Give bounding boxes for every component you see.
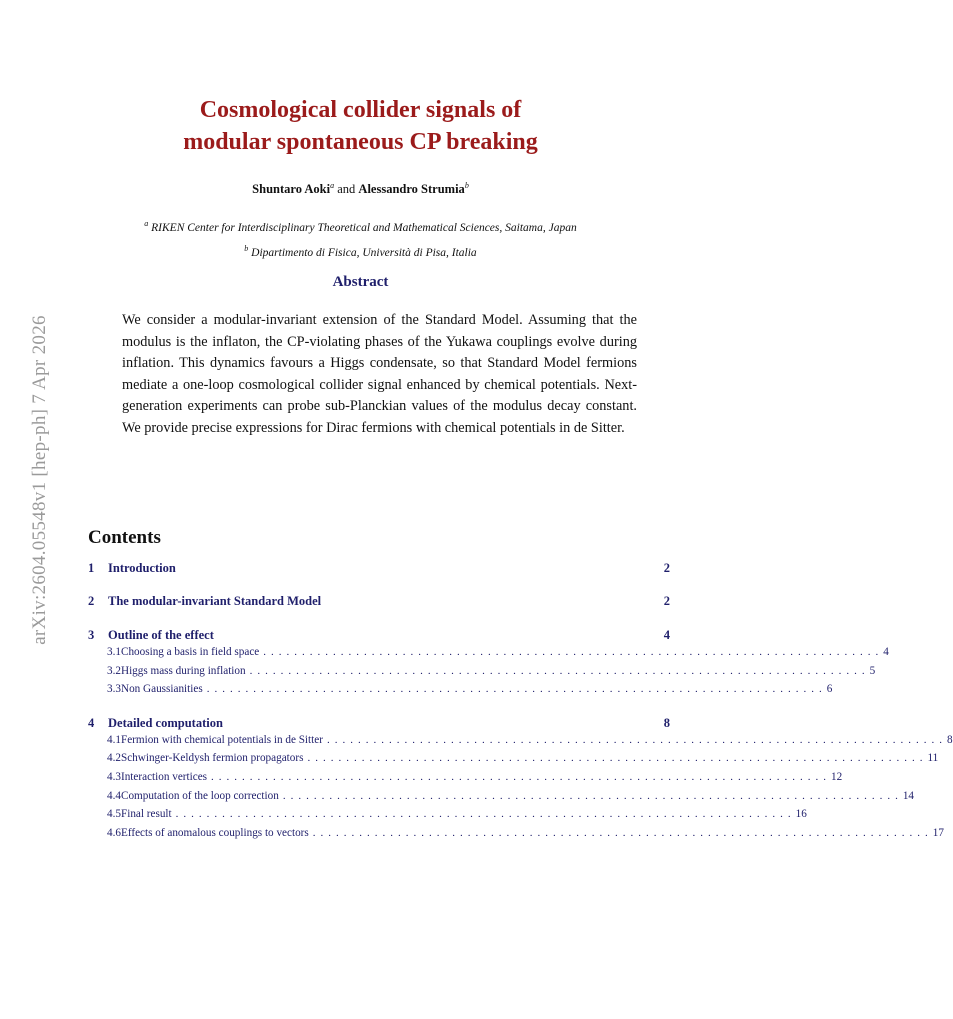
toc-dot-leader: ................................................................................ [211, 770, 832, 783]
paper-title [0, 94, 721, 158]
toc-section-3[interactable] [88, 627, 670, 643]
author-conjunction: and [337, 182, 356, 197]
toc-section-page: 2 [663, 561, 670, 575]
toc-dot-leader: ................................................................................ [307, 752, 928, 765]
toc-subsection-4-6[interactable] [88, 824, 944, 843]
toc-subsection-4-2[interactable] [88, 749, 939, 768]
toc-subsection-title: Choosing a basis in field space [120, 646, 260, 658]
toc-subsection-4-1[interactable] [88, 731, 953, 750]
toc-subsection-page: 5 [869, 664, 876, 677]
toc-dot-leader: ................................................................................ [206, 683, 827, 696]
toc-section-number: 3 [88, 628, 95, 642]
affiliation-b-mark: b [244, 244, 249, 253]
author-1: Shuntaro Aoki [252, 182, 331, 197]
toc-subsection-3-1[interactable] [88, 643, 889, 662]
affiliation-a-text: RIKEN Center for Interdisciplinary Theoretical and Mathematical Sciences, Saitama, Japan [151, 221, 577, 234]
toc-subsection-4-4[interactable] [88, 787, 915, 806]
toc-subsection-title: Schwinger-Keldysh fermion propagators [120, 752, 304, 765]
toc-dot-leader: ................................................................................ [175, 808, 796, 821]
toc-subsection-page: 4 [883, 646, 889, 658]
toc-subsection-title: Higgs mass during inflation [120, 664, 246, 677]
title-line-1: Cosmological collider signals of [199, 97, 522, 123]
toc-section-title: Detailed computation [108, 715, 223, 730]
toc-subsection-4-3[interactable] [88, 768, 843, 787]
toc-subsection-3-2[interactable] [88, 662, 876, 681]
toc-subsection-number: 4.1 [107, 733, 121, 746]
toc-subsection-title: Effects of anomalous couplings to vectors [120, 826, 309, 839]
toc-subsection-title: Computation of the loop correction [120, 789, 279, 802]
arxiv-stamp-text: arXiv:2604.05548v1 [hep-ph] 7 Apr 2026 [29, 315, 50, 645]
author-2: Alessandro Strumia [358, 182, 465, 197]
abstract-heading: Abstract [332, 274, 389, 290]
toc-section-number: 1 [88, 561, 95, 575]
toc-subsection-title: Interaction vertices [120, 770, 208, 783]
toc-subsection-title: Fermion with chemical potentials in de Sitter [120, 733, 323, 746]
toc-section-4[interactable] [88, 715, 670, 731]
toc-dot-leader: ................................................................................ [282, 789, 903, 802]
table-of-contents [88, 560, 953, 842]
toc-subsection-number: 4.6 [107, 826, 121, 839]
affiliation-b-text: Dipartimento di Fisica, Università di Pisa, Italia [251, 246, 477, 259]
toc-subsection-number: 3.2 [107, 664, 121, 677]
toc-section-page: 8 [663, 715, 670, 730]
toc-subsection-page: 6 [826, 683, 833, 696]
author-1-mark: a [330, 181, 335, 190]
arxiv-stamp [20, 298, 60, 662]
toc-subsection-number: 3.3 [107, 683, 121, 696]
toc-section-page: 4 [663, 628, 670, 642]
contents-heading: Contents [88, 527, 161, 548]
author-2-mark: b [464, 181, 469, 190]
affiliation-a [0, 219, 721, 234]
toc-subsection-page: 14 [902, 789, 915, 802]
toc-section-number: 4 [88, 715, 95, 730]
toc-subsection-title: Final result [120, 808, 172, 821]
toc-subsection-page: 11 [927, 752, 939, 765]
toc-section-number: 2 [88, 594, 95, 608]
toc-section-title: Outline of the effect [108, 628, 214, 642]
toc-subsection-number: 4.3 [107, 770, 121, 783]
title-line-2: modular spontaneous CP breaking [183, 129, 538, 155]
toc-subsection-title: Non Gaussianities [120, 683, 203, 696]
author-list [0, 181, 721, 197]
toc-dot-leader: ................................................................................ [263, 646, 884, 658]
abstract-text: We consider a modular-invariant extension of the Standard Model. Assuming that the modulus is the inflaton, the CP-violating phases of the Yukawa couplings evolve during inflation. This dynamics favours a Higgs condensate, so that Standard Model fermions mediate a one-loop cosmological collider signal enhanced by chemical potentials. Next-generation experiments can probe sub-Planckian values of the modulus decay constant. We provide precise expressions for Dirac fermions with chemical potentials in de Sitter. [122, 312, 637, 436]
toc-dot-leader: ................................................................................ [326, 733, 947, 746]
toc-subsection-page: 12 [831, 770, 843, 783]
toc-subsection-number: 4.2 [107, 752, 121, 765]
toc-section-title: Introduction [108, 561, 176, 575]
toc-dot-leader: ................................................................................ [249, 664, 870, 677]
toc-subsection-number: 4.5 [107, 808, 121, 821]
toc-subsection-page: 17 [932, 826, 944, 839]
toc-subsection-3-3[interactable] [88, 680, 833, 699]
affiliation-b [0, 244, 721, 259]
toc-subsection-number: 4.4 [107, 789, 121, 802]
toc-subsection-page: 16 [795, 808, 807, 821]
toc-subsection-page: 8 [946, 733, 953, 746]
toc-section-2[interactable] [88, 593, 670, 609]
toc-section-1[interactable] [88, 560, 670, 576]
toc-section-page: 2 [663, 594, 670, 608]
toc-subsection-4-5[interactable] [88, 805, 807, 824]
toc-subsection-number: 3.1 [107, 646, 121, 658]
affiliation-a-mark: a [144, 219, 149, 228]
toc-dot-leader: ................................................................................ [312, 826, 933, 839]
toc-section-title: The modular-invariant Standard Model [108, 594, 322, 608]
